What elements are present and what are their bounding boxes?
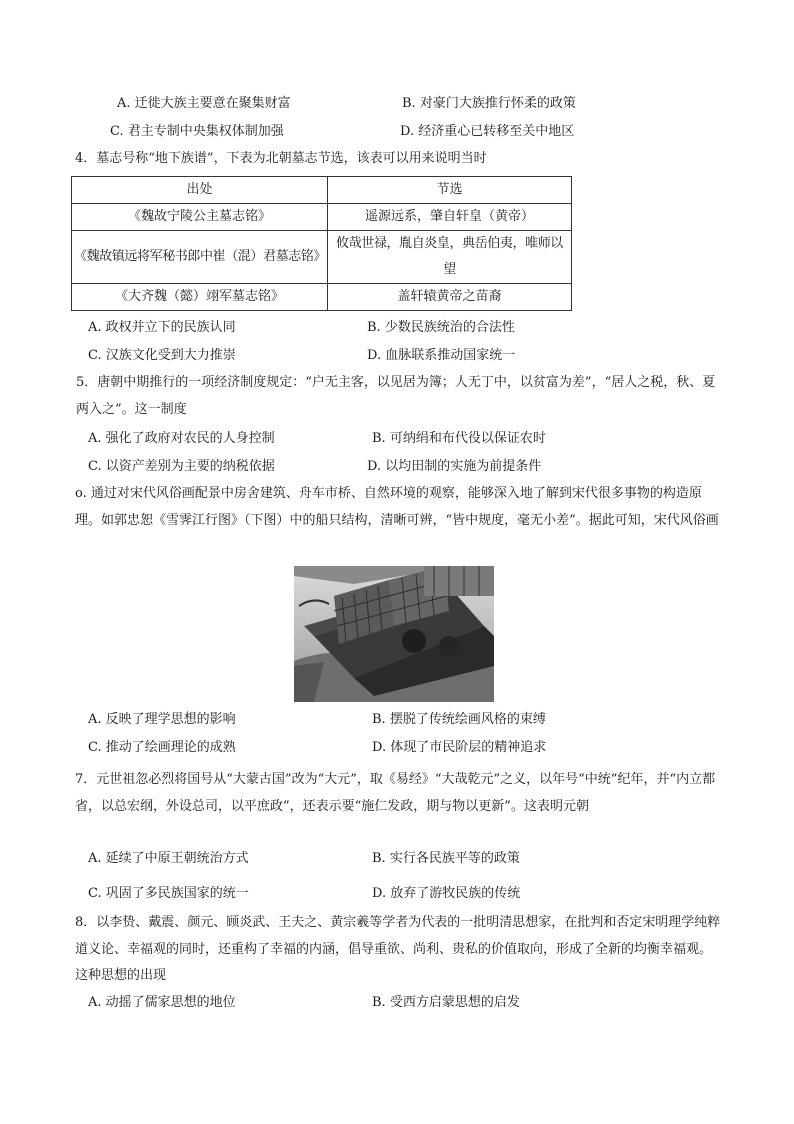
q3-option-b: B. 对豪门大族推行怀柔的政策 — [402, 96, 576, 111]
table-cell-source: 《魏故宁陵公主墓志铭》 — [72, 204, 328, 231]
q8-option-a: A. 动摇了儒家思想的地位 — [88, 995, 236, 1010]
table-row — [72, 231, 572, 284]
q7-option-c: C. 巩固了多民族国家的统一 — [88, 886, 249, 901]
table-header: 节选 — [328, 177, 572, 204]
q6-option-d: D. 体现了市民阶层的精神追求 — [372, 740, 547, 755]
table-cell-excerpt: 攸哉世禄，胤自炎皇，典岳伯夷，唯师以望 — [328, 231, 572, 284]
q5-option-b: B. 可纳绢和布代役以保证农时 — [372, 431, 546, 446]
q6-option-c: C. 推动了绘画理论的成熟 — [88, 740, 236, 755]
q6-option-a: A. 反映了理学思想的影响 — [88, 712, 236, 727]
table-header-row — [72, 177, 572, 204]
q5-option-d: D. 以均田制的实施为前提条件 — [367, 459, 542, 474]
q7-option-b: B. 实行各民族平等的政策 — [372, 851, 520, 866]
table-cell-source: 《魏故镇远将军秘书郎中崔（混）君墓志铭》 — [72, 231, 328, 284]
q8-option-b: B. 受西方启蒙思想的启发 — [372, 995, 520, 1010]
q6-stem: o. 通过对宋代风俗画配景中房舍建筑、舟车市桥、自然环境的观察，能够深入地了解到宋代很多事物的构造原理。如郭忠恕《雪霁江行图》（下图）中的船只结构，清晰可辨，“皆中规度，毫无小差”。据此可知，宋代风俗画 — [75, 486, 719, 528]
table-cell-excerpt: 盖轩辕黄帝之苗裔 — [328, 284, 572, 311]
table-cell-excerpt: 遥源远系，肇自轩皇（黄帝） — [328, 204, 572, 231]
snow-river-boat-painting — [294, 566, 494, 702]
q5-option-c: C. 以资产差别为主要的纳税依据 — [88, 459, 275, 474]
q7-option-d: D. 放弃了游牧民族的传统 — [372, 886, 521, 901]
q4-option-d: D. 血脉联系推动国家统一 — [367, 348, 516, 363]
q3-option-d: D. 经济重心已转移至关中地区 — [400, 124, 575, 139]
q4-stem: 4．墓志号称“地下族谱”，下表为北朝墓志节选，该表可以用来说明当时 — [75, 151, 487, 166]
q8-stem: 8．以李贽、戴震、颜元、顾炎武、王夫之、黄宗羲等学者为代表的一批明清思想家，在批判和否定宋明理学纯粹道义论、幸福观的同时，还重构了幸福的内涵，倡导重欲、尚利、贵私的价值取向，形成了全新的均衡幸福观。这种思想的出现 — [75, 915, 721, 983]
epitaph-table — [71, 176, 572, 311]
q4-option-a: A. 政权并立下的民族认同 — [88, 320, 236, 335]
q4-option-c: C. 汉族文化受到大力推崇 — [88, 348, 236, 363]
q6-option-b: B. 摆脱了传统绘画风格的束缚 — [372, 712, 546, 727]
q7-option-a: A. 延续了中原王朝统治方式 — [88, 851, 249, 866]
table-cell-source: 《大齐魏（懿）翊军墓志铭》 — [72, 284, 328, 311]
q7-stem: 7．元世祖忽必烈将国号从“大蒙古国”改为“大元”，取《易经》“大哉乾元”之义，以年号“中统”纪年，并“内立都省，以总宏纲，外设总司，以平庶政”，还表示要“施仁发政，期与物以更新”。这表明元朝 — [75, 772, 716, 814]
table-row — [72, 284, 572, 311]
q4-option-b: B. 少数民族统治的合法性 — [367, 320, 515, 335]
table-row — [72, 204, 572, 231]
q3-option-a: A. 迁徙大族主要意在聚集财富 — [117, 96, 291, 111]
q3-option-c: C. 君主专制中央集权体制加强 — [110, 124, 284, 139]
table-header: 出处 — [72, 177, 328, 204]
q5-option-a: A. 强化了政府对农民的人身控制 — [88, 431, 275, 446]
q5-stem: 5．唐朝中期推行的一项经济制度规定：“户无主客，以见居为簿；人无丁中，以贫富为差”，“居人之税，秋、夏两入之”。这一制度 — [76, 375, 716, 417]
